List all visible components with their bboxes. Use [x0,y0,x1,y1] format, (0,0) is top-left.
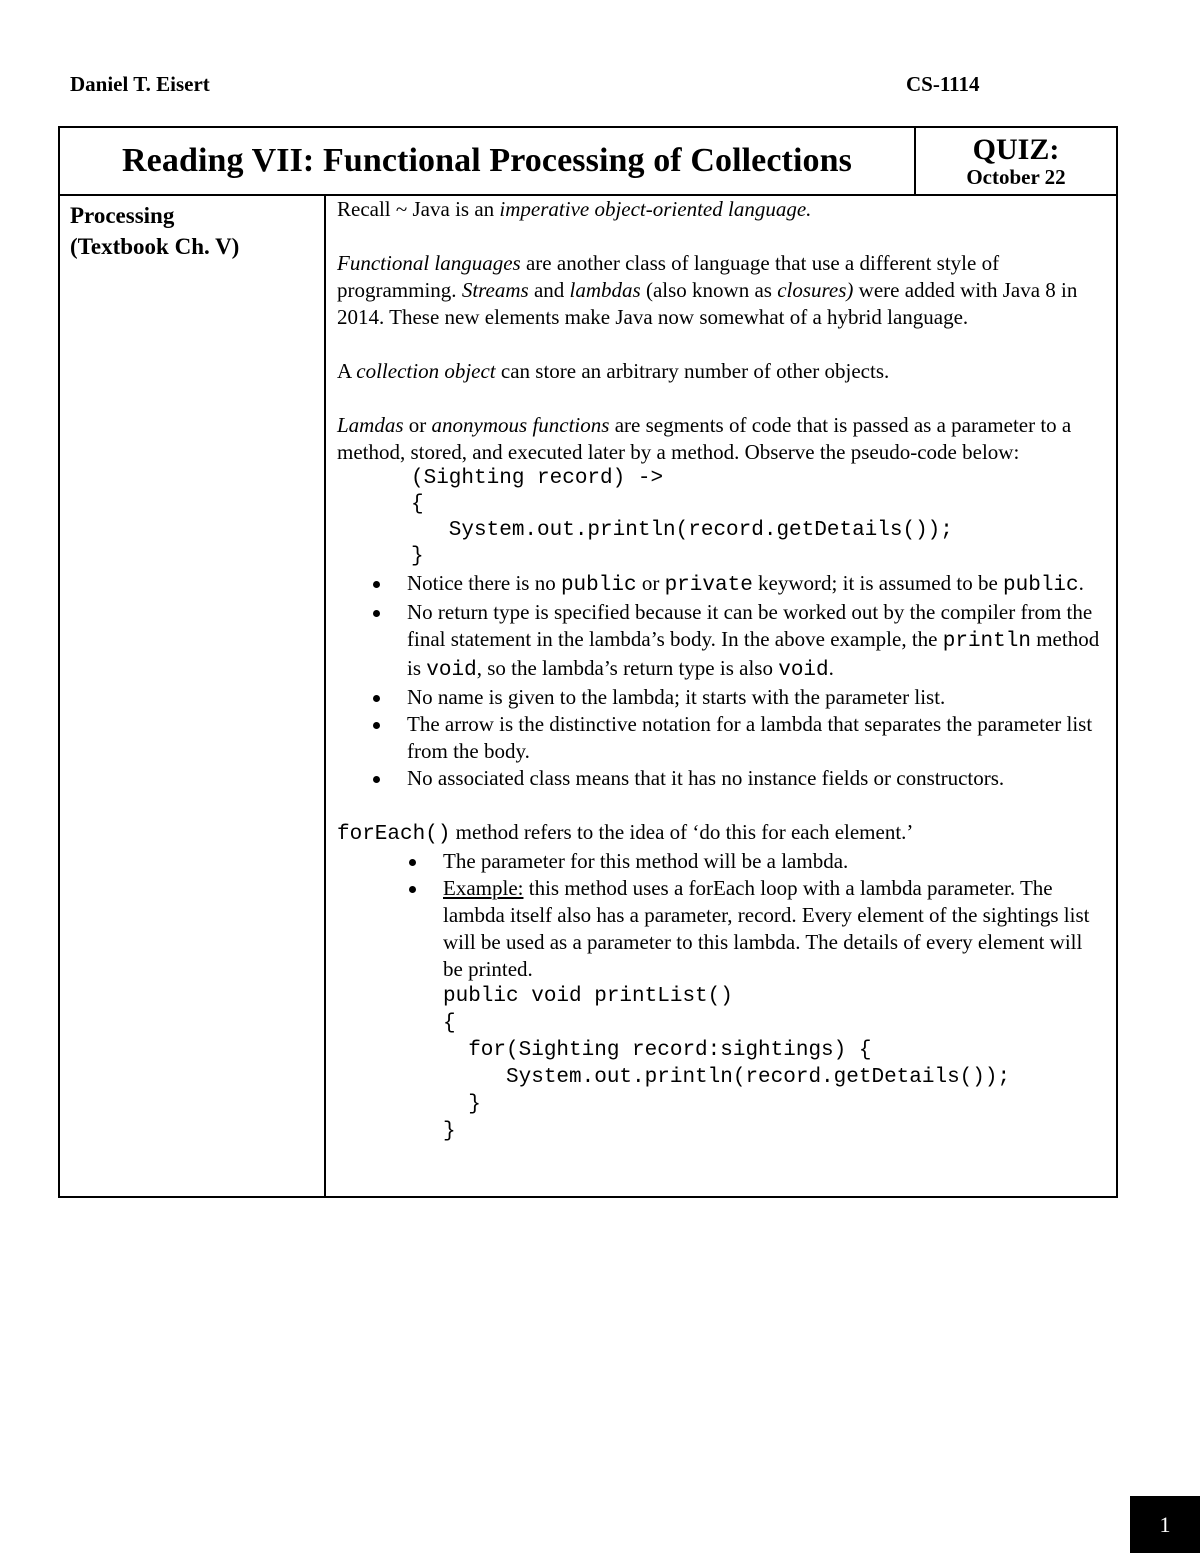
list-item: No name is given to the lambda; it starts with the parameter list. [337,684,1106,711]
bullet-icon [373,610,380,617]
foreach-paragraph: forEach() method refers to the idea of ‘do this for each element.’ [337,820,914,846]
cue-chapter: (Textbook Ch. V) [70,234,240,259]
cornell-notes-table [58,126,1118,1198]
quiz-date: October 22 [966,165,1066,189]
author-name: Daniel T. Eisert [70,72,210,96]
list-item: No return type is specified because it can be worked out by the compiler from the final statement in the lambda’s body. In the above example, the println method is void, so the lambda’s return type is also void. [337,599,1106,684]
reading-title: Reading VII: Functional Processing of Collections [59,127,915,195]
lambda-code-example: (Sighting record) -> { System.out.println(record.getDetails()); } [411,467,953,568]
lambdas-paragraph: Lamdas or anonymous functions are segments of code that is passed as a parameter to a method, stored, and executed later by a method. Observe the pseudo-code below: [337,413,1072,464]
bullet-icon [373,776,380,783]
quiz-box [915,127,1117,195]
notes-column [325,195,1117,1197]
list-item: The arrow is the distinctive notation for a lambda that separates the parameter list from the body. [337,711,1106,765]
quiz-label: QUIZ: [972,133,1060,166]
list-item: The parameter for this method will be a lambda. [337,848,1106,875]
list-item: No associated class means that it has no instance fields or constructors. [337,765,1106,792]
bullet-icon [373,695,380,702]
page-number: 1 [1130,1496,1200,1553]
cue-topic: Processing [70,203,175,228]
foreach-notes-list [337,848,1106,983]
functional-paragraph: Functional languages are another class of language that use a different style of programming. Streams and lambdas (also known as closures) were added with Java 8 in 2014. These new elements make Java now somewhat of a hybrid language. [337,251,1078,329]
bullet-icon [409,886,416,893]
list-item: Notice there is no public or private keyword; it is assumed to be public. [337,570,1106,599]
foreach-code-example: public void printList() { for(Sighting record:sightings) { System.out.println(record.getDetails()); } } [443,985,1011,1143]
cue-column [59,195,325,1197]
bullet-icon [373,581,380,588]
list-item: Example: this method uses a forEach loop with a lambda parameter. The lambda itself also has a parameter, record. Every element of the sightings list will be used as a parameter to this lambda. The details of every element will be printed. [337,875,1106,983]
bullet-icon [409,859,416,866]
bullet-icon [373,722,380,729]
collection-paragraph: A collection object can store an arbitrary number of other objects. [337,359,890,383]
lambda-notes-list [337,570,1106,792]
course-code: CS-1114 [906,72,980,96]
recall-paragraph: Recall ~ Java is an imperative object-oriented language. [337,197,812,221]
